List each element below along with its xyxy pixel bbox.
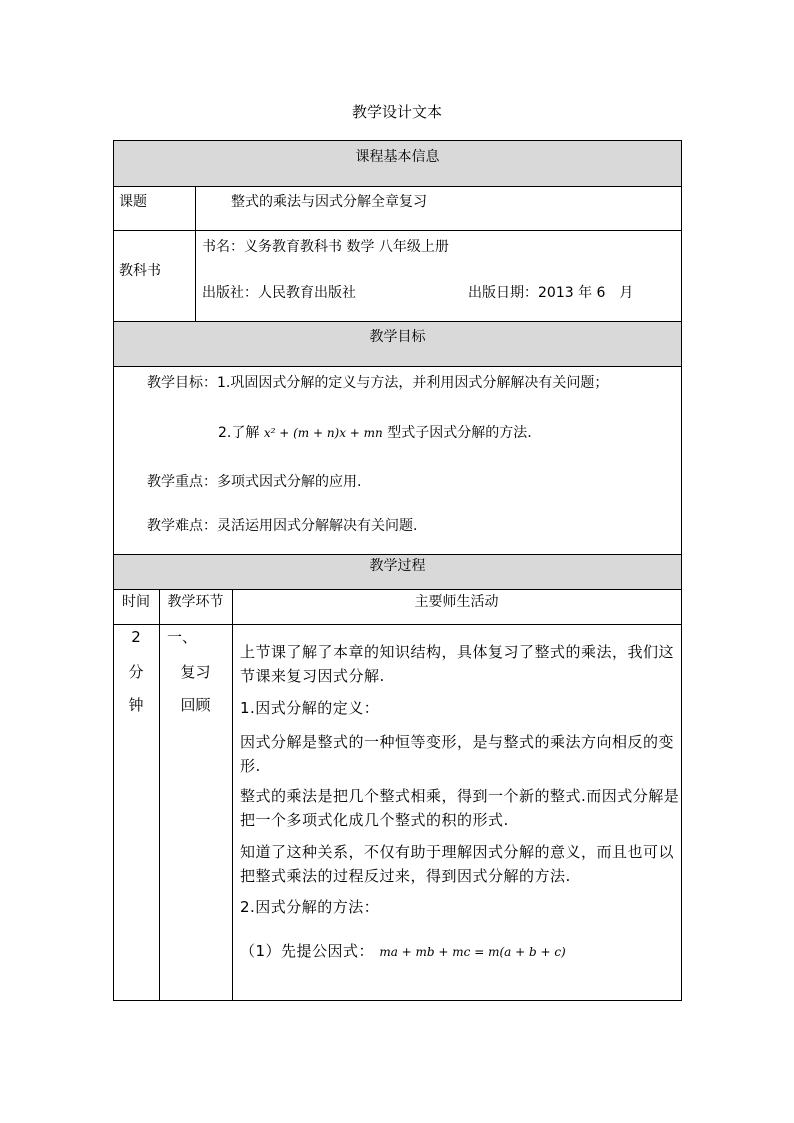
method-1-formula: ma + mb + mc = m(a + b + c): [379, 945, 566, 959]
activity-paragraph: 2.因式分解的方法：: [240, 898, 380, 916]
table-rule: [195, 186, 196, 321]
activity-paragraph: 因式分解是整式的一种恒等变形，是与整式的乘法方向相反的变形.: [240, 733, 675, 775]
stage-line: 复习: [180, 663, 211, 681]
activity-paragraph: 知道了这种关系，不仅有助于理解因式分解的意义，而且也可以把整式乘法的过程反过来，得到因式分解的方法.: [240, 843, 675, 885]
key-point: 教学重点：多项式因式分解的应用.: [147, 474, 362, 490]
process-section-title: 教学过程: [369, 558, 426, 574]
publish-date: 出版日期：2013 年 6 月: [468, 285, 634, 301]
table-rule: [232, 589, 233, 1000]
table-rule: [113, 140, 682, 141]
publisher: 出版社：人民教育出版社: [202, 285, 356, 301]
lesson-plan-table: [113, 140, 682, 1001]
stage-line: 回顾: [180, 696, 211, 714]
time-line: 2: [131, 628, 141, 646]
table-rule: [159, 589, 160, 1000]
table-rule: [113, 589, 682, 590]
activity-paragraph: 上节课了解了本章的知识结构，具体复习了整式的乘法，我们这节课来复习因式分解.: [240, 643, 675, 685]
col-time-header: 时间: [122, 594, 150, 610]
table-rule: [113, 230, 682, 231]
goal-2-suffix: 型式子因式分解的方法.: [387, 425, 532, 441]
table-rule: [113, 186, 682, 187]
document-title: 教学设计文本: [351, 103, 442, 121]
topic-label: 课题: [119, 194, 147, 210]
table-rule: [113, 554, 682, 555]
method-1: [240, 939, 680, 964]
activity-paragraph: 整式的乘法是把几个整式相乘，得到一个新的整式.而因式分解是把一个多项式化成几个整式的积的形式.: [240, 787, 680, 829]
time-line: 钟: [128, 696, 144, 714]
method-1-label: （1）先提公因式：: [240, 942, 375, 960]
stage-line: 一、: [167, 628, 198, 646]
textbook-label: 教科书: [119, 263, 161, 279]
goal-2: [218, 423, 532, 443]
col-stage-header: 教学环节: [167, 594, 224, 610]
course-info-section-title: 课程基本信息: [355, 149, 440, 165]
table-rule: [113, 1000, 682, 1001]
difficulty: 教学难点：灵活运用因式分解解决有关问题.: [147, 518, 418, 534]
book-name: 书名：义务教育教科书 数学 八年级上册: [202, 239, 449, 255]
table-rule: [113, 624, 682, 625]
table-rule: [113, 366, 682, 367]
col-activity-header: 主要师生活动: [414, 594, 499, 610]
time-line: 分: [128, 663, 144, 681]
goal-1: 教学目标：1.巩固因式分解的定义与方法，并利用因式分解解决有关问题；: [147, 375, 609, 391]
topic-value: 整式的乘法与因式分解全章复习: [231, 194, 427, 210]
objectives-section-title: 教学目标: [369, 329, 426, 345]
table-rule: [113, 321, 682, 322]
goal-2-prefix: 2.了解: [218, 425, 260, 441]
goal-2-formula: x² + (m + n)x + mn: [263, 426, 383, 440]
activity-paragraph: 1.因式分解的定义：: [240, 699, 380, 717]
